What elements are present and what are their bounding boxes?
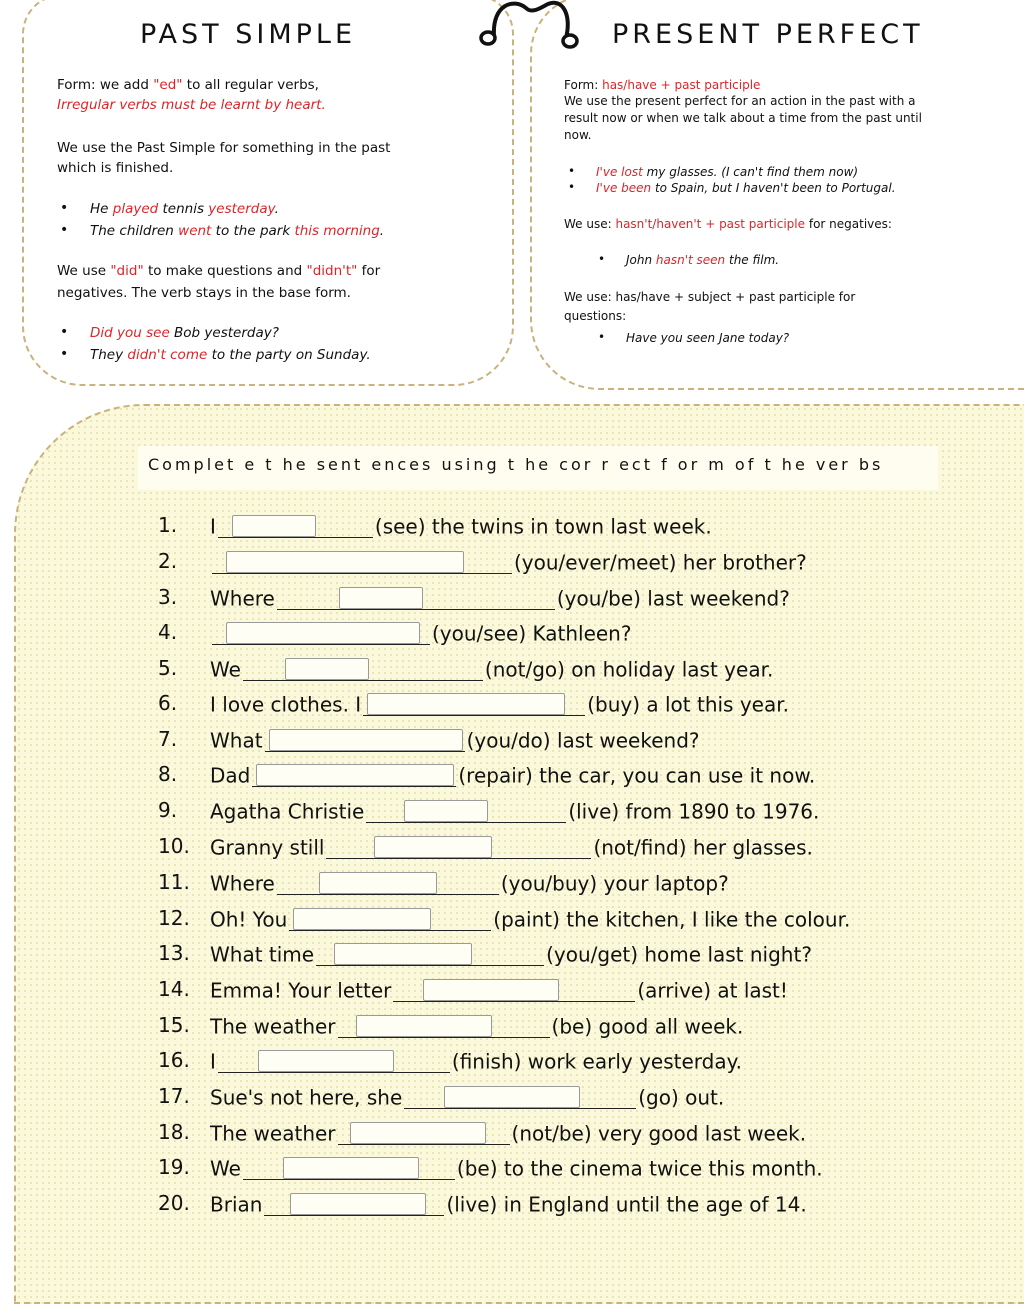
form-rule: has/have + past participle [602,78,761,92]
questions-line2: questions: [564,309,627,323]
perfect-form-line [564,77,760,93]
item-verb-hint: (repair) the car, you can use it now. [458,763,816,788]
answer-input-15[interactable] [356,1015,492,1037]
answer-blank [326,836,591,859]
exercise-item-15 [158,1010,743,1040]
answer-blank [363,693,585,716]
perfect-example-4: Have you seen Jane today? [626,331,790,345]
item-number: 13. [158,941,190,965]
answer-blank [212,622,430,645]
answer-blank [277,587,555,610]
ex-text: to Spain, but I haven't been to Portugal. [651,181,896,195]
item-verb-hint: (arrive) at last! [637,978,788,1003]
form-suffix: to all regular verbs, [182,77,319,93]
ex-text: Bob yesterday? [169,325,279,341]
item-number: 1. [158,513,178,537]
ex-text: . [379,223,385,239]
answer-blank [277,872,499,895]
neg-rule: hasn't/haven't + past participle [615,217,806,231]
item-prompt: I [210,1049,216,1074]
ex-verb: I've lost [596,165,643,179]
form-prefix: Form: [564,78,603,92]
ex-text: They [90,347,128,363]
item-verb-hint: (go) out. [638,1085,725,1110]
didnt-word: "didn't" [306,263,358,279]
item-prompt: I [210,514,216,539]
item-prompt: What [210,728,263,753]
bullet: • [598,252,606,266]
answer-input-10[interactable] [374,836,492,858]
item-number: 18. [158,1120,190,1144]
exercise-item-9 [158,795,819,825]
item-prompt: Where [210,871,275,896]
item-prompt: The weather [210,1121,336,1146]
glasses-icon [474,0,584,50]
item-prompt: Brian [210,1192,263,1217]
ex-text: John [626,253,656,267]
past-simple-title: PAST SIMPLE [140,19,357,50]
form-ed: "ed" [153,77,183,93]
exercise-item-2 [158,546,807,576]
past-example-1 [90,200,279,219]
exercise-instruction: Complet e t he sent ences using t he cor r ect f or m of t he ver bs [148,455,884,474]
answer-input-18[interactable] [350,1122,486,1144]
form-prefix: Form: we add [57,77,154,93]
answer-blank [338,1122,510,1145]
ex-text: to the party on Sunday. [207,347,371,363]
answer-input-4[interactable] [226,622,420,644]
item-number: 12. [158,906,190,930]
exercise-item-4 [158,617,631,647]
perfect-example-3 [626,252,779,268]
exercise-item-13 [158,938,812,968]
ex-text: . [274,201,279,217]
past-form-line [57,76,319,95]
item-verb-hint: (live) from 1890 to 1976. [568,799,820,824]
answer-blank [393,979,635,1002]
answer-input-16[interactable] [258,1050,394,1072]
exercise-item-20 [158,1188,807,1218]
answer-input-6[interactable] [367,693,565,715]
did-text: for [357,263,381,279]
item-number: 6. [158,691,178,715]
bullet: • [598,330,606,344]
exercise-item-18 [158,1117,806,1147]
answer-blank [218,1050,450,1073]
exercise-item-17 [158,1081,724,1111]
ex-text: my glasses. (I can't find them now) [642,165,859,179]
item-number: 17. [158,1084,190,1108]
exercise-item-5 [158,653,773,683]
item-prompt: Emma! Your letter [210,978,392,1003]
item-prompt: Agatha Christie [210,799,365,824]
answer-input-7[interactable] [269,729,463,751]
item-prompt: Where [210,586,275,611]
answer-input-14[interactable] [423,979,559,1001]
ex-verb: didn't come [127,347,208,363]
item-verb-hint: (live) in England until the age of 14. [446,1192,807,1217]
past-use-line1: We use the Past Simple for something in the past [57,140,391,156]
item-number: 8. [158,762,178,786]
item-prompt: Granny still [210,835,325,860]
exercise-item-3 [158,582,790,612]
answer-blank [243,658,483,681]
item-verb-hint: (buy) a lot this year. [587,692,789,717]
answer-blank [338,1015,550,1038]
item-number: 14. [158,977,190,1001]
item-number: 15. [158,1013,190,1037]
ex-text: He [90,201,113,217]
item-verb-hint: (you/get) home last night? [546,942,812,967]
answer-blank [316,943,544,966]
exercise-item-10 [158,831,813,861]
answer-blank [218,515,373,538]
item-prompt: We [210,657,241,682]
item-prompt: What time [210,942,315,967]
neg-text: for negatives: [805,217,892,231]
exercise-item-12 [158,903,850,933]
bullet: • [60,346,69,362]
past-use-line2: which is finished. [57,160,174,176]
item-verb-hint: (not/be) very good last week. [511,1121,807,1146]
past-example-4 [90,346,371,365]
answer-input-20[interactable] [290,1193,426,1215]
past-example-2 [90,222,384,241]
bullet: • [60,324,69,340]
item-verb-hint: (be) good all week. [551,1014,744,1039]
questions-line1: We use: has/have + subject + past participle for [564,290,856,304]
answer-blank [289,908,491,931]
bullet: • [568,180,576,194]
item-verb-hint: (paint) the kitchen, I like the colour. [493,907,851,932]
answer-blank [265,729,465,752]
did-text: to make questions and [143,263,307,279]
perfect-example-2 [596,180,896,196]
item-prompt: I love clothes. I [210,692,362,717]
exercise-item-16 [158,1045,742,1075]
present-perfect-title: PRESENT PERFECT [612,19,924,50]
exercise-item-11 [158,867,729,897]
item-verb-hint: (not/find) her glasses. [593,835,813,860]
ex-verb: Did you see [90,325,170,341]
did-line2: negatives. The verb stays in the base form. [57,285,351,301]
item-prompt: Oh! You [210,907,288,932]
neg-text: We use: [564,217,616,231]
ex-verb: hasn't seen [655,253,726,267]
answer-input-9[interactable] [404,800,488,822]
bullet: • [568,164,576,178]
exercise-item-1 [158,510,712,540]
ex-time: yesterday [208,201,275,217]
item-number: 10. [158,834,190,858]
ex-text: to the park [211,223,295,239]
item-verb-hint: (you/be) last weekend? [556,586,790,611]
ex-verb: I've been [596,181,652,195]
ex-time: this morning [294,223,380,239]
item-verb-hint: (you/do) last weekend? [466,728,700,753]
item-verb-hint: (you/see) Kathleen? [432,621,632,646]
exercise-item-14 [158,974,788,1004]
answer-input-3[interactable] [339,587,423,609]
answer-input-17[interactable] [444,1086,580,1108]
item-prompt: The weather [210,1014,336,1039]
item-number: 2. [158,549,178,573]
answer-input-8[interactable] [256,764,454,786]
item-prompt: Sue's not here, she [210,1085,403,1110]
item-verb-hint: (finish) work early yesterday. [451,1049,742,1074]
item-number: 19. [158,1155,190,1179]
answer-blank [404,1086,636,1109]
ex-verb: played [112,201,159,217]
answer-input-1[interactable] [232,515,316,537]
answer-blank [212,551,512,574]
item-number: 5. [158,656,178,680]
bullet: • [60,200,69,216]
answer-input-11[interactable] [319,872,437,894]
negatives-line [564,216,892,232]
ex-text: The children [90,223,179,239]
bullet: • [60,222,69,238]
answer-input-19[interactable] [283,1157,419,1179]
exercise-item-7 [158,724,700,754]
answer-input-13[interactable] [334,943,472,965]
item-number: 11. [158,870,190,894]
ex-text: the film. [725,253,780,267]
item-number: 3. [158,585,178,609]
answer-blank [243,1157,455,1180]
irregular-note: Irregular verbs must be learnt by heart. [57,97,326,113]
exercise-item-6 [158,688,789,718]
ex-text: tennis [158,201,209,217]
did-text: We use [57,263,111,279]
item-prompt: We [210,1156,241,1181]
item-prompt: Dad [210,763,251,788]
answer-input-5[interactable] [285,658,369,680]
item-number: 9. [158,798,178,822]
past-example-3 [90,324,279,343]
perfect-use-line3: now. [564,128,592,142]
perfect-example-1 [596,164,858,180]
item-verb-hint: (see) the twins in town last week. [374,514,712,539]
item-number: 20. [158,1191,190,1215]
perfect-use-line2: result now or when we talk about a time from the past until [564,111,922,125]
item-verb-hint: (be) to the cinema twice this month. [456,1156,823,1181]
answer-blank [252,764,456,787]
exercise-item-19 [158,1152,823,1182]
item-number: 7. [158,727,178,751]
answer-blank [264,1193,444,1216]
item-verb-hint: (not/go) on holiday last year. [484,657,774,682]
did-word: "did" [110,263,144,279]
item-verb-hint: (you/buy) your laptop? [500,871,729,896]
exercise-item-8 [158,759,815,789]
answer-input-2[interactable] [226,551,464,573]
item-verb-hint: (you/ever/meet) her brother? [514,550,807,575]
item-number: 4. [158,620,178,644]
ex-verb: went [178,223,212,239]
did-line1 [57,262,380,281]
answer-input-12[interactable] [293,908,431,930]
item-number: 16. [158,1048,190,1072]
answer-blank [366,800,566,823]
perfect-use-line1: We use the present perfect for an action in the past with a [564,94,916,108]
